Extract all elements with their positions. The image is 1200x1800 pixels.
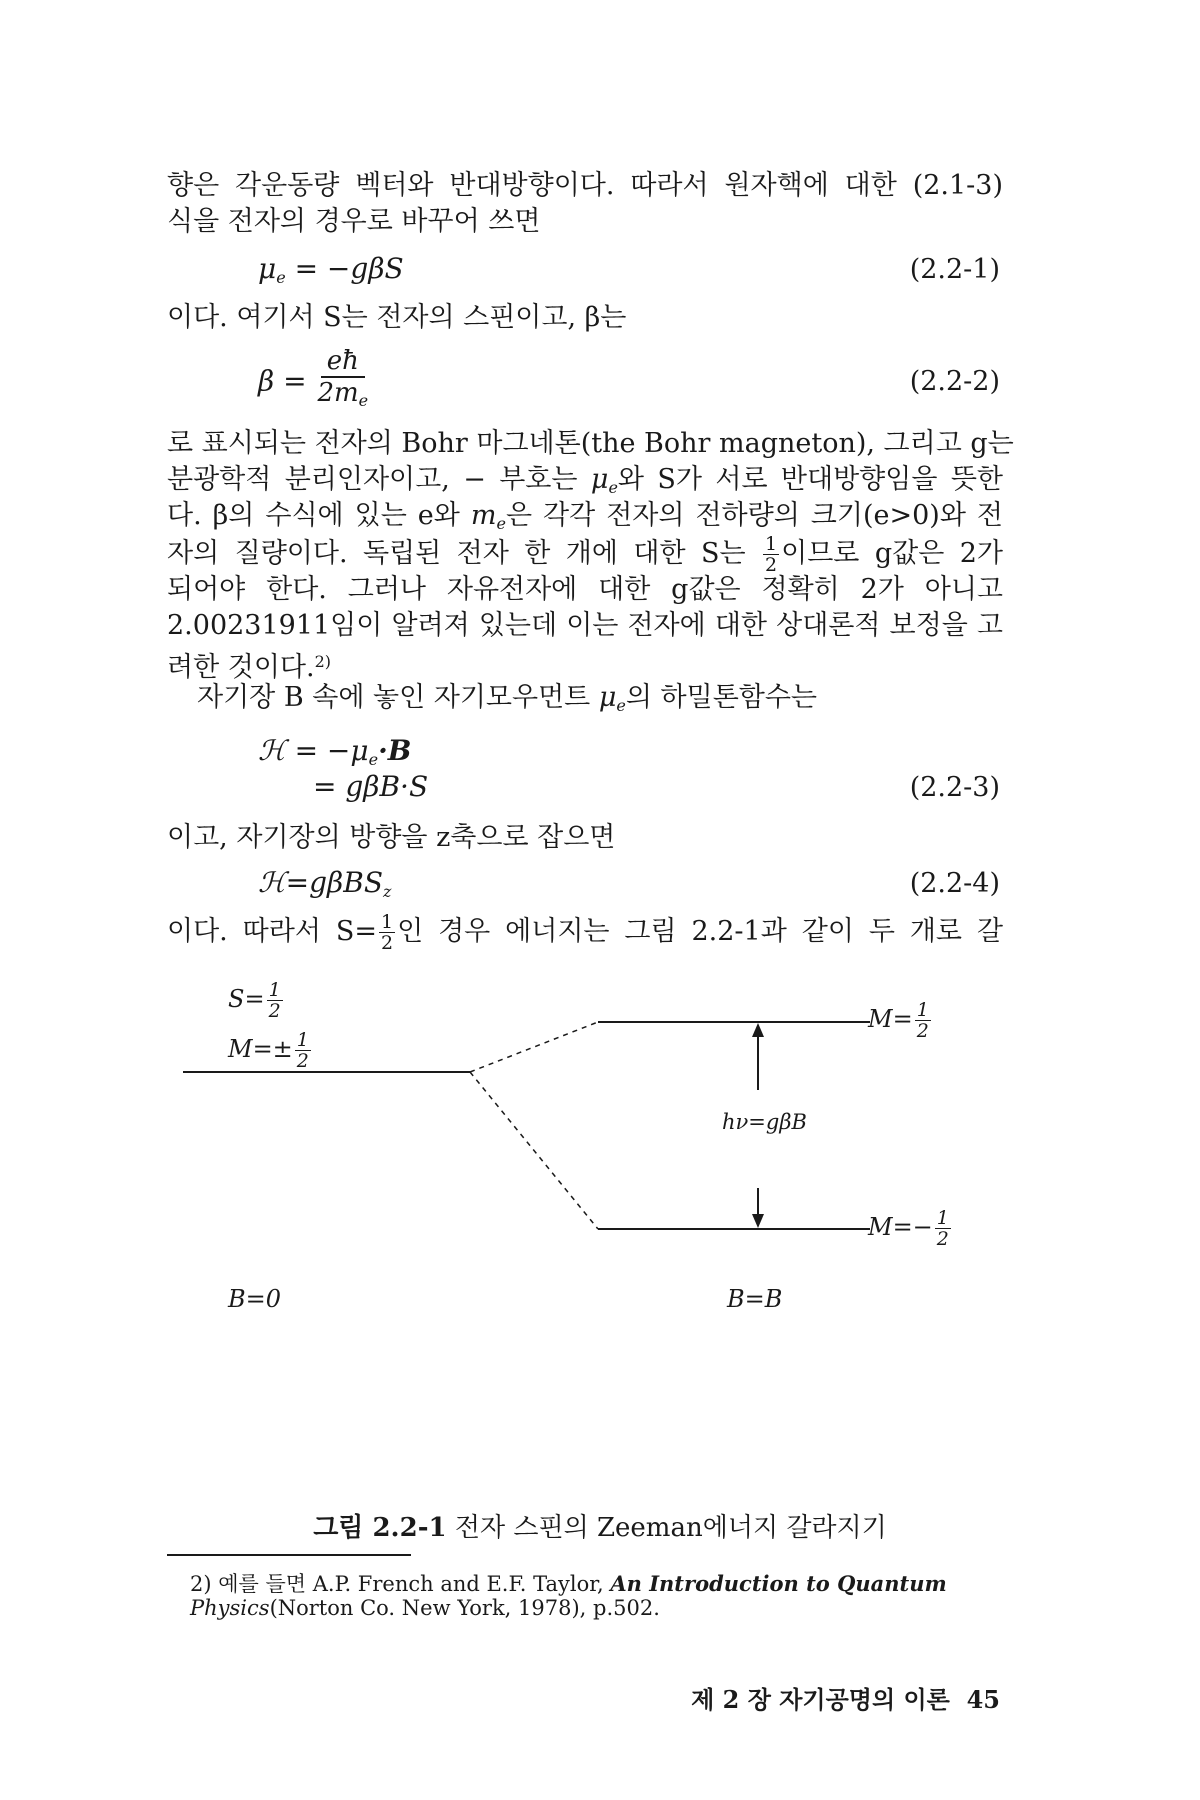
- paragraph-line: 자의 질량이다. 독립된 전자 한 개에 대한 S는 $\frac{1}{2}$ 이므로 g값은 2가: [167, 533, 1003, 576]
- page-footer: [691, 1680, 1000, 1715]
- paragraph-line: 로 표시되는 전자의 Bohr 마그네톤(the Bohr magneton), 그리고 g는: [167, 428, 1014, 459]
- equation-2-2-2: β = $\frac{eħ}{2m_e}$: [258, 346, 369, 410]
- paragraph-line: 향은 각운동량 벡터와 반대방향이다. 따라서 원자핵에 대한 (2.1-3): [167, 170, 1003, 201]
- upper-split-dashed: [470, 1022, 598, 1072]
- field-zero-label: B=0: [228, 1285, 282, 1313]
- spin-label: S= $\frac{1}{2}$: [228, 979, 281, 1022]
- arrow-down-icon: [752, 1214, 764, 1228]
- paragraph-line: 이다. 여기서 S는 전자의 스핀이고, β는: [167, 302, 627, 333]
- lower-split-dashed: [470, 1072, 598, 1229]
- paragraph-line: 자기장 B 속에 놓인 자기모우먼트 $\mu_e$의 하밀톤함수는: [197, 682, 818, 715]
- equation-number: (2.2-1): [909, 254, 1000, 285]
- equation-2-2-3-row1: ℋ = $-\mu_e\cdot B$: [258, 734, 412, 769]
- field-b-label: B=B: [727, 1285, 783, 1313]
- footnote-line: Physics(Norton Co. New York, 1978), p.502.: [190, 1596, 660, 1620]
- arrow-up-icon: [752, 1023, 764, 1037]
- paragraph-line: 분광학적 분리인자이고, − 부호는 $\mu_e$와 S가 서로 반대방향임을 뜻한: [167, 464, 1003, 497]
- page-number: 45: [966, 1685, 1000, 1714]
- equation-2-2-4: ℋ=gβBS$_z$: [258, 866, 392, 901]
- degenerate-m-label: M=± $\frac{1}{2}$: [228, 1029, 309, 1072]
- paragraph-line: 식을 전자의 경우로 바꾸어 쓰면: [167, 206, 541, 237]
- chapter-title: 제 2 장 자기공명의 이론: [691, 1685, 950, 1714]
- lower-m-label: M=− $\frac{1}{2}$: [868, 1207, 949, 1250]
- equation-2-2-1: $\mu_e = -g\beta S$: [258, 252, 404, 287]
- upper-m-label: M= $\frac{1}{2}$: [868, 999, 929, 1042]
- energy-gap-label: hν=gβB: [722, 1110, 807, 1134]
- paragraph-line: 이고, 자기장의 방향을 z축으로 잡으면: [167, 822, 616, 853]
- equation-number: (2.2-3): [909, 772, 1000, 803]
- equation-2-2-3-row2: = gβB·S: [313, 770, 429, 803]
- equation-number: (2.2-2): [909, 366, 1000, 397]
- footnote-line: 2) 예를 들면 A.P. French and E.F. Taylor, An Introduction to Quantum: [190, 1571, 947, 1596]
- equation-number: (2.2-4): [909, 868, 1000, 899]
- paragraph-line: 다. β의 수식에 있는 e와 $m_e$은 각각 전자의 전하량의 크기(e>0)와 전: [167, 500, 1003, 533]
- paragraph-line: 려한 것이다.$^{2)}$: [167, 652, 331, 683]
- paragraph-line: 이다. 따라서 S= $\frac{1}{2}$ 인 경우 에너지는 그림 2.2-1과 같이 두 개로 갈: [167, 911, 1003, 954]
- paragraph-line: 되어야 한다. 그러나 자유전자에 대한 g값은 정확히 2가 아니고: [167, 574, 1003, 605]
- footnote-rule: [167, 1554, 411, 1556]
- figure-caption: 그림 2.2-1 전자 스핀의 Zeeman에너지 갈라지기: [313, 1513, 887, 1543]
- paragraph-line: 2.00231911임이 알려져 있는데 이는 전자에 대한 상대론적 보정을 고: [167, 610, 1003, 641]
